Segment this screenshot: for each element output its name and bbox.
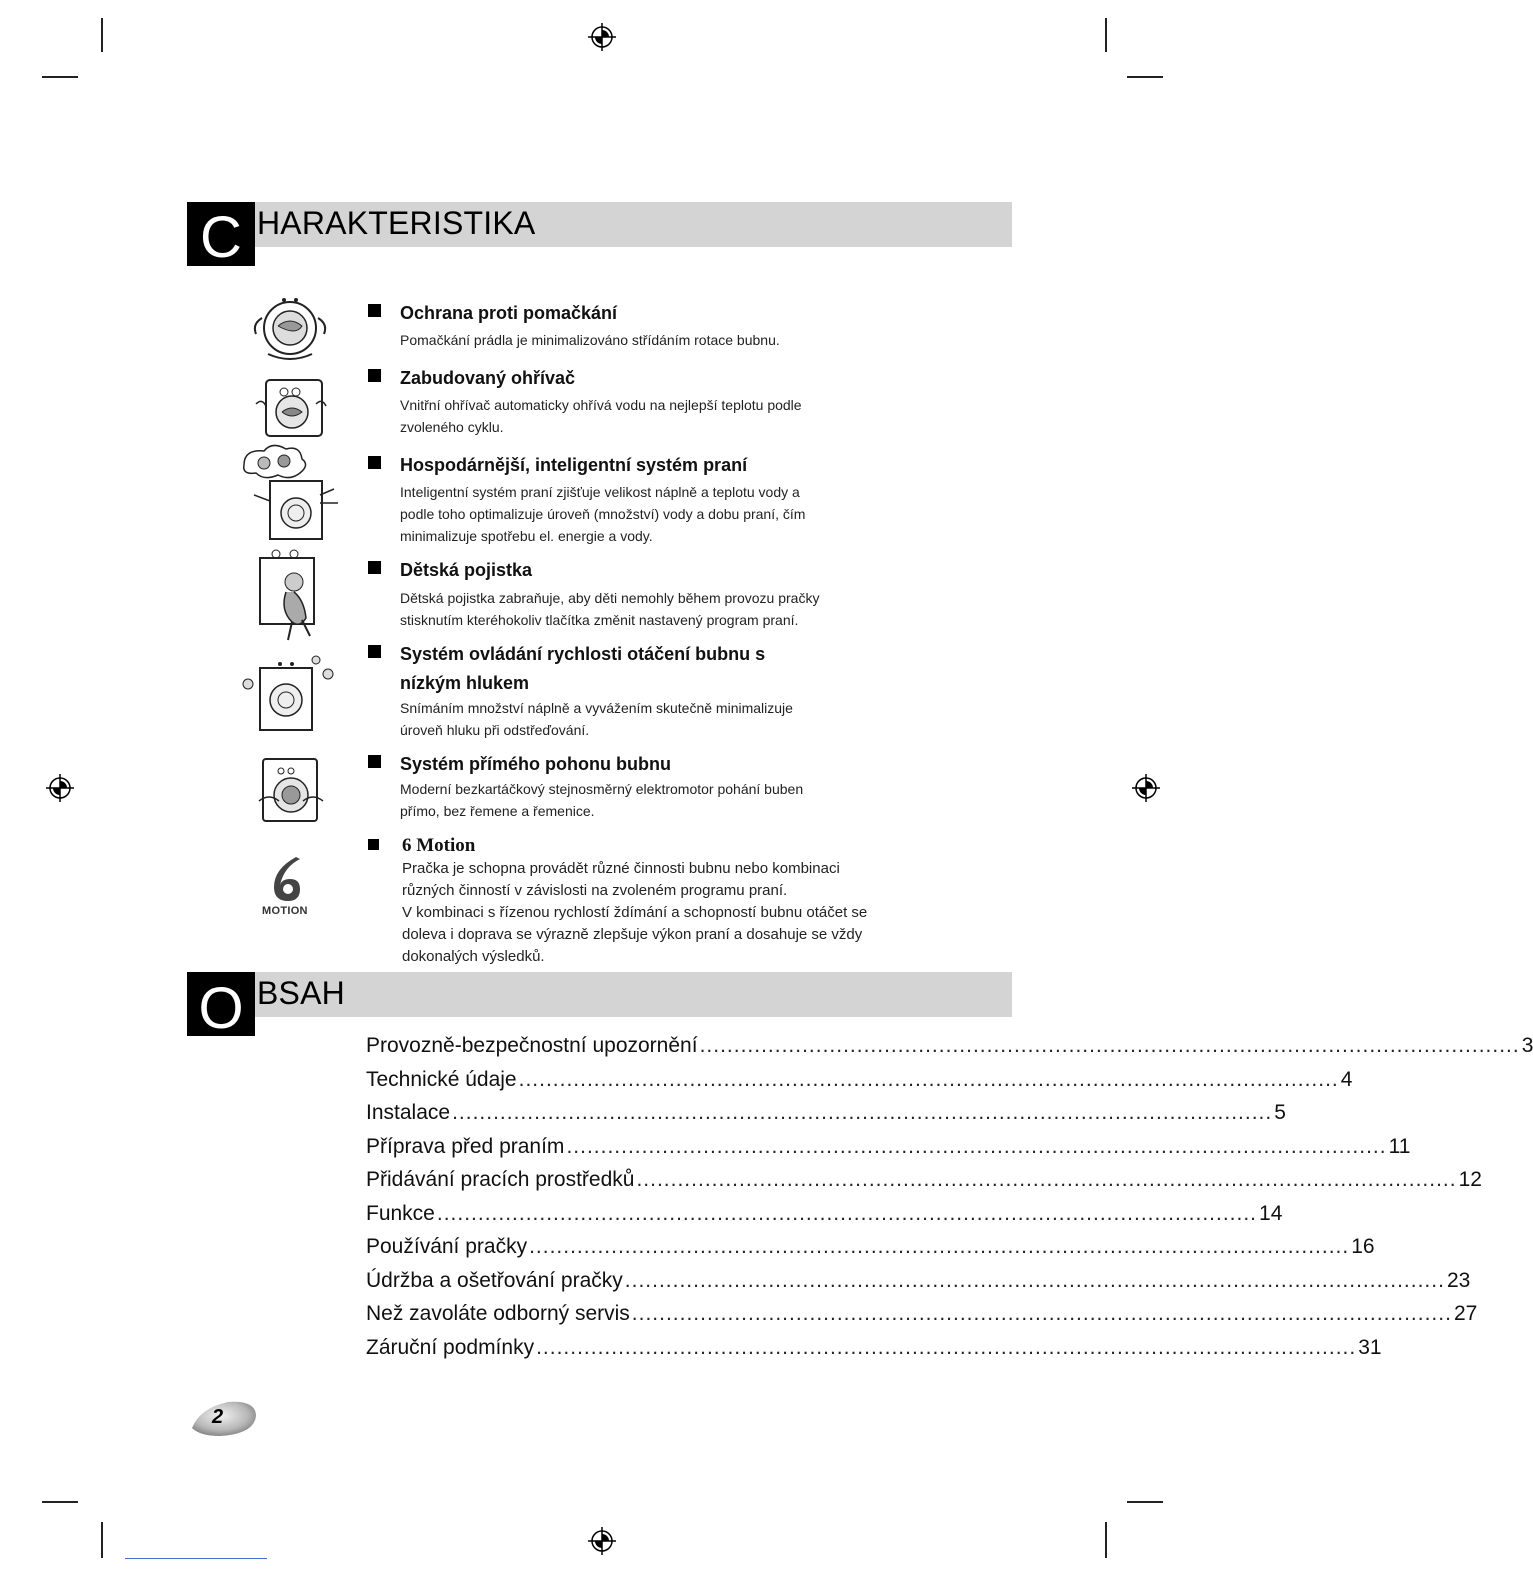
toc-page: 31 xyxy=(1358,1335,1382,1359)
feature-body: Pomačkání prádla je minimalizováno střídáním rotace bubnu. xyxy=(400,332,780,348)
toc-leader-dots: ........................................................................................................................ xyxy=(631,1302,1452,1325)
toc-page: 5 xyxy=(1274,1101,1286,1124)
section-initial-letter: O xyxy=(187,972,255,1036)
toc-label: Přidávání pracích prostředků xyxy=(366,1168,635,1191)
feature-title: Systém přímého pohonu bubnu xyxy=(400,754,671,774)
bullet-icon xyxy=(368,645,381,658)
direct-drive-icon xyxy=(255,755,325,825)
feature-title: Dětská pojistka xyxy=(400,560,533,580)
toc-page: 11 xyxy=(1388,1134,1411,1158)
toc-leader-dots: ........................................................................................................................ xyxy=(699,1034,1520,1057)
toc-leader-dots: ........................................................................................................................ xyxy=(518,1067,1339,1091)
toc-entry[interactable] xyxy=(366,1201,1283,1232)
toc-entry[interactable] xyxy=(366,1101,1286,1131)
page-number-badge-icon xyxy=(190,1398,258,1438)
bullet-icon xyxy=(368,561,381,574)
toc-label: Používání pračky xyxy=(366,1235,528,1258)
toc-page: 16 xyxy=(1351,1235,1375,1258)
crop-mark xyxy=(42,1501,78,1503)
page-number: 2 xyxy=(212,1406,224,1428)
section-initial-letter: C xyxy=(187,202,255,266)
crop-mark xyxy=(101,1522,103,1558)
anti-crease-icon xyxy=(248,290,334,362)
toc-label: Příprava před praním xyxy=(366,1134,565,1158)
toc-leader-dots: ........................................................................................................................ xyxy=(529,1235,1350,1258)
bottom-link-underline xyxy=(125,1558,267,1559)
toc-page: 3 xyxy=(1521,1034,1533,1057)
feature-body: Dětská pojistka zabraňuje, aby děti nemohly během provozu pračky stisknutím kteréhokoliv tlačítka změnit nastavený program praní. xyxy=(400,590,820,628)
crop-mark xyxy=(1127,76,1163,78)
toc-page: 14 xyxy=(1259,1201,1283,1225)
feature-body: Vnitřní ohřívač automaticky ohřívá vodu na nejlepší teplotu podle zvoleného cyklu. xyxy=(400,397,802,435)
feature-title-line2: nízkým hlukem xyxy=(400,673,530,693)
toc-label: Technické údaje xyxy=(366,1067,517,1091)
registration-mark-icon xyxy=(45,773,75,803)
crop-mark xyxy=(101,18,103,52)
bullet-icon xyxy=(368,369,381,382)
toc-label: Instalace xyxy=(366,1101,451,1124)
section-title: BSAH xyxy=(257,975,345,1011)
bullet-icon xyxy=(368,456,381,469)
toc-label: Údržba a ošetřování pračky xyxy=(366,1268,623,1292)
feature-body: Pračka je schopna provádět různé činnosti bubnu nebo kombinaci různých činností v závislosti na zvoleném programu praní. V kombinaci s řízenou rychlostí ždímání a schopností bubnu otáčet se doleva i doprava se výrazně zlepšuje výkon praní a dosahuje se vždy dokonalých výsledků. xyxy=(402,860,868,965)
toc-leader-dots: ........................................................................................................................ xyxy=(636,1168,1457,1191)
toc-label: Funkce xyxy=(366,1201,435,1225)
feature-body: Moderní bezkartáčkový stejnosměrný elektromotor pohání buben přímo, bez řemene a řemenice. xyxy=(400,781,804,819)
toc-entry[interactable] xyxy=(366,1302,1478,1332)
registration-mark-icon xyxy=(1131,773,1161,803)
toc-label: Než zavoláte odborný servis xyxy=(366,1302,630,1325)
toc-page: 4 xyxy=(1340,1067,1353,1091)
six-motion-logo-text: MOTION xyxy=(262,905,308,917)
feature-title: Systém ovládání rychlosti otáčení bubnu s xyxy=(400,644,766,664)
feature-title: Ochrana proti pomačkání xyxy=(400,303,618,323)
crop-mark xyxy=(1105,1522,1107,1558)
toc-entry[interactable] xyxy=(366,1268,1471,1299)
feature-title: 6 Motion xyxy=(402,835,476,856)
feature-title: Zabudovaný ohřívač xyxy=(400,368,576,388)
crop-mark xyxy=(1127,1501,1163,1503)
toc-page: 12 xyxy=(1458,1168,1482,1191)
heater-icon xyxy=(252,374,330,440)
crop-mark xyxy=(1105,18,1107,52)
registration-mark-icon xyxy=(587,22,617,52)
child-lock-icon xyxy=(254,548,328,646)
feature-body: Inteligentní systém praní zjišťuje velikost náplně a teplotu vody a podle toho optimalizuje úroveň (množství) vody a dobu praní, čím minimalizuje spotřebu el. energie a vody. xyxy=(400,484,806,544)
toc-leader-dots: ........................................................................................................................ xyxy=(436,1201,1258,1225)
toc-label: Záruční podmínky xyxy=(366,1335,535,1359)
section-header-bar xyxy=(255,972,1012,1017)
six-motion-logo-icon xyxy=(266,855,310,905)
toc-entry[interactable] xyxy=(366,1034,1533,1064)
crop-mark xyxy=(42,76,78,78)
low-noise-icon xyxy=(240,652,338,734)
toc-entry[interactable] xyxy=(366,1235,1375,1265)
feature-title: Hospodárnější, inteligentní systém praní xyxy=(400,455,748,475)
toc-entry[interactable] xyxy=(366,1335,1382,1366)
smart-wash-icon xyxy=(234,445,346,543)
toc-entry[interactable] xyxy=(366,1168,1482,1198)
toc-label: Provozně-bezpečnostní upozornění xyxy=(366,1034,698,1057)
bullet-icon xyxy=(368,304,381,317)
toc-page: 23 xyxy=(1446,1268,1471,1292)
toc-leader-dots: ........................................................................................................................ xyxy=(536,1335,1357,1359)
toc-leader-dots: ........................................................................................................................ xyxy=(452,1101,1273,1124)
section-title: HARAKTERISTIKA xyxy=(257,205,536,241)
bullet-icon xyxy=(368,839,379,850)
toc-leader-dots: ........................................................................................................................ xyxy=(566,1134,1387,1158)
bullet-icon xyxy=(368,755,381,768)
toc-entry[interactable] xyxy=(366,1067,1353,1098)
toc-page: 27 xyxy=(1453,1302,1478,1325)
feature-body: Snímáním množství náplně a vyvážením skutečně minimalizuje úroveň hluku při odstřeďování. xyxy=(400,700,793,738)
toc-leader-dots: ........................................................................................................................ xyxy=(624,1268,1445,1292)
toc-entry[interactable] xyxy=(366,1134,1411,1165)
registration-mark-icon xyxy=(587,1526,617,1556)
